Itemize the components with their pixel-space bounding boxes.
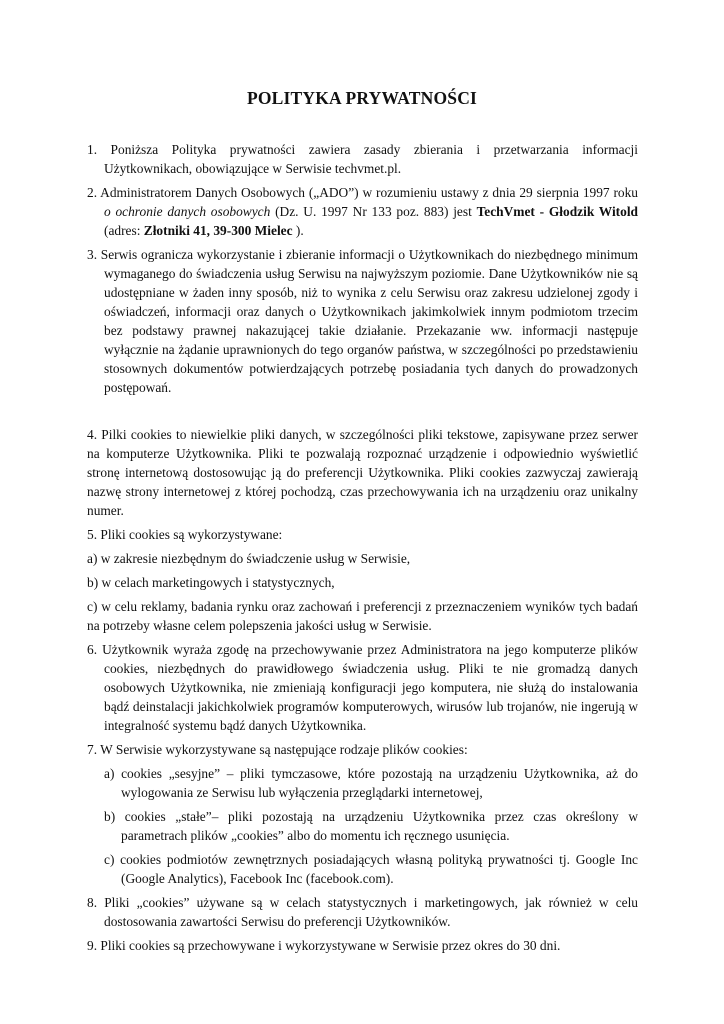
administrator-name: TechVmet - Głodzik Witold	[476, 204, 638, 219]
paragraph-9: 9. Pliki cookies są przechowywane i wykorzystywane w Serwisie przez okres do 30 dni.	[87, 938, 561, 953]
paragraph-5c: c) w celu reklamy, badania rynku oraz zachowań i preferencji z przeznaczeniem wyników tych badań na potrzeby własne celem polepszenia jakości usług w Serwisie.	[87, 599, 638, 633]
paragraph-4: 4. Pilki cookies to niewielkie pliki danych, w szczególności pliki tekstowe, zapisywane przez serwer na komputerze Użytkownika. Pliki te pozwalają rozpoznać urządzenie i odpowiednio wyświetlić stronę internetową dostosowując ją do preferencji Użytkownika. Pliki cookies zazwyczaj zawierają nazwę strony internetowej z której pochodzą, czas przechowywania ich na urządzeniu oraz unikalny numer.	[87, 427, 638, 518]
paragraph-2	[87, 183, 638, 240]
paragraph-7c: c) cookies podmiotów zewnętrznych posiadających własną polityką prywatności tj. Google Inc (Google Analytics), Facebook Inc (facebook.com).	[104, 852, 638, 886]
paragraph-8: 8. Pliki „cookies” używane są w celach statystycznych i marketingowych, jak również w celu dostosowania zawartości Serwisu do preferencji Użytkowników.	[87, 895, 638, 929]
paragraph-7a: a) cookies „sesyjne” – pliki tymczasowe, które pozostają na urządzeniu Użytkownika, aż do wylogowania ze Serwisu lub wyłączenia przeglądarki internetowej,	[104, 766, 638, 800]
administrator-address: Złotniki 41, 39-300 Mielec	[143, 223, 293, 238]
paragraph-2-text-g: ).	[292, 223, 304, 238]
section-gap	[87, 402, 638, 425]
paragraph-7: 7. W Serwisie wykorzystywane są następujące rodzaje plików cookies:	[87, 742, 468, 757]
paragraph-5a: a) w zakresie niezbędnym do świadczenie usług w Serwisie,	[87, 551, 411, 566]
page-title: POLITYKA PRYWATNOŚCI	[246, 88, 478, 108]
paragraph-2-text-c: (Dz. U. 1997 Nr 133 poz. 883) jest	[270, 204, 477, 219]
paragraph-7b: b) cookies „stałe”– pliki pozostają na urządzeniu Użytkownika przez czas określony w parametrach plików „cookies” albo do momentu ich ręcznego usunięcia.	[104, 809, 638, 843]
paragraph-3: 3. Serwis ogranicza wykorzystanie i zbieranie informacji o Użytkownikach do niezbędnego minimum wymaganego do świadczenia usług Serwisu na najwyższym poziomie. Dane Użytkowników nie są udostępniane w żaden inny sposób, niż to wynika z celu Serwisu oraz zakresu udzielonej zgody i oświadczeń, informacji oraz danych o Użytkownikach jakimkolwiek innym podmiotom trzecim bez podstawy prawnej nakazującej takie działanie. Przekazanie ww. informacji następuje wyłącznie na żądanie uprawnionych do tego organów państwa, w szczególności po przedstawieniu stosownych dokumentów potwierdzających potrzebę posiadania tych danych do prowadzonych postępowań.	[87, 247, 638, 395]
paragraph-1: 1. Poniższa Polityka prywatności zawiera zasady zbierania i przetwarzania informacji Użytkownikach, obowiązujące w Serwisie techvmet.pl.	[87, 142, 638, 176]
paragraph-2-text-e: (adres:	[104, 223, 144, 238]
paragraph-5: 5. Pliki cookies są wykorzystywane:	[87, 527, 283, 542]
paragraph-5b: b) w celach marketingowych i statystycznych,	[87, 575, 335, 590]
paragraph-6: 6. Użytkownik wyraża zgodę na przechowywanie przez Administratora na jego komputerze plików cookies, niezbędnych do prawidłowego świadczenia usług. Pliki te nie gromadzą danych osobowych Użytkownika, nie zmieniają konfiguracji jego komputera, nie służą do instalowania bądź deinstalacji jakichkolwiek programów komputerowych, wirusów lub trojanów, nie ingerują w integralność systemu bądź danych Użytkownika.	[87, 642, 638, 733]
paragraph-2-text-a: 2. Administratorem Danych Osobowych („ADO”) w rozumieniu ustawy z dnia 29 sierpnia 1997 roku	[87, 185, 638, 200]
document-body	[87, 140, 638, 960]
law-title: o ochronie danych osobowych	[104, 204, 271, 219]
